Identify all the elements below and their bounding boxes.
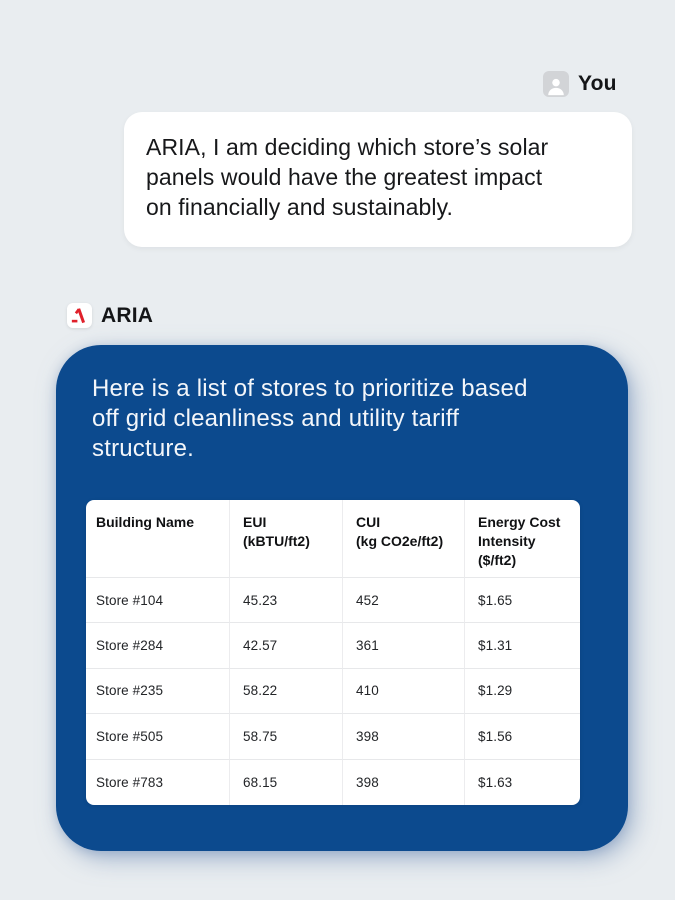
table-cell-eci: $1.63 <box>478 774 513 790</box>
table-cell-cui: 361 <box>343 623 465 668</box>
assistant-message-text <box>92 374 528 464</box>
table-cell-eci: $1.56 <box>465 714 580 759</box>
assistant-message-header <box>67 303 153 328</box>
user-message-header <box>543 71 617 97</box>
assistant-sender-label: ARIA <box>101 303 154 327</box>
user-sender-label: You <box>578 72 617 95</box>
table-cell-building: Store #783 <box>86 760 230 805</box>
column-header-building-name: Building Name <box>86 500 230 578</box>
table-cell-cui: 410 <box>343 669 465 714</box>
aria-logo-icon <box>67 303 92 328</box>
user-message-text: panels would have the greatest impact <box>146 164 543 190</box>
column-header-eui: EUI (kBTU/ft2) <box>230 500 343 578</box>
assistant-message-bubble <box>56 345 628 851</box>
table-cell-eci: $1.31 <box>465 623 580 668</box>
table-cell-eui: 58.22 <box>230 669 343 714</box>
table-cell-eui: 68.15 <box>230 760 343 805</box>
store-priority-table <box>86 500 580 805</box>
table-cell-eui: 42.57 <box>230 623 343 668</box>
user-message-bubble <box>124 112 632 247</box>
assistant-intro-line: Here is a list of stores to prioritize based <box>92 375 528 402</box>
table-cell-eui: 58.75 <box>230 714 343 759</box>
table-cell-eui: 45.23 <box>230 578 343 623</box>
table-cell-building: Store #505 <box>86 714 230 759</box>
column-header-energy-cost-intensity: Energy Cost Intensity ($/ft2) <box>465 500 580 578</box>
table-cell-cui: 398 <box>343 760 465 805</box>
assistant-intro-line: off grid cleanliness and utility tariff <box>92 405 460 432</box>
table-cell-building: Store #235 <box>86 669 230 714</box>
column-header-cui: CUI (kg CO2e/ft2) <box>343 500 465 578</box>
user-message-text: on financially and sustainably. <box>146 194 453 220</box>
table-cell-cui: 398 <box>343 714 465 759</box>
assistant-intro-line: structure. <box>92 435 195 462</box>
user-message-text: ARIA, I am deciding which store’s solar <box>146 134 549 160</box>
table-cell-building: Store #104 <box>86 578 230 623</box>
table-cell-eci: $1.29 <box>465 669 580 714</box>
person-icon <box>543 71 569 97</box>
table-cell-eci: $1.65 <box>465 578 580 623</box>
table-cell-building: Store #284 <box>86 623 230 668</box>
table-cell-cui: 452 <box>343 578 465 623</box>
